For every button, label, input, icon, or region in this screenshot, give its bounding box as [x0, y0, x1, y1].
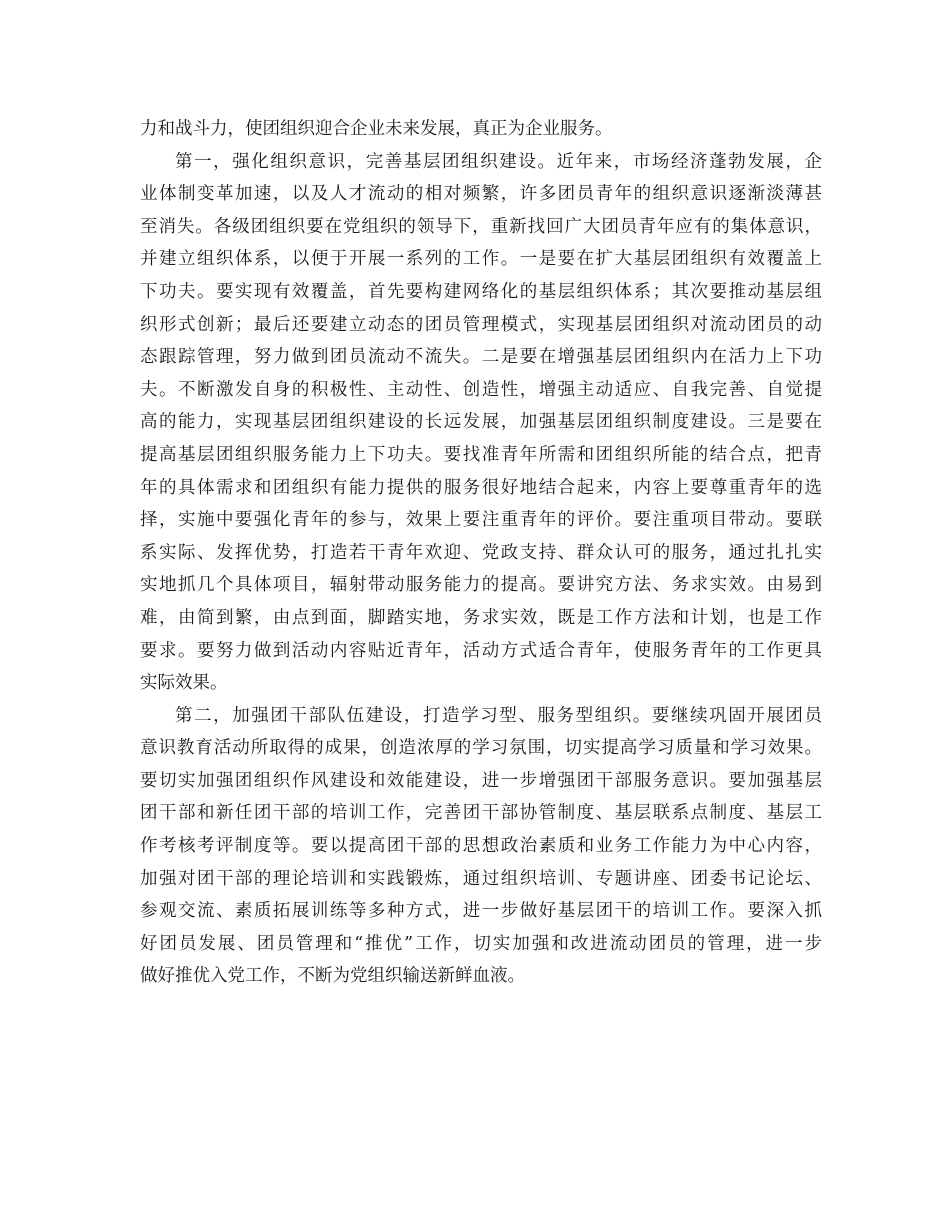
text-line: 高的能力，实现基层团组织建设的长远发展，加强基层团组织制度建设。三是要在	[140, 412, 822, 433]
text-line: 年的具体需求和团组织有能力提供的服务很好地结合起来，内容上要尊重青年的选	[140, 477, 822, 498]
text-line: 态跟踪管理，努力做到团员流动不流失。二是要在增强基层团组织内在活力上下功	[140, 347, 822, 368]
text-line: 力和战斗力，使团组织迎合企业未来发展，真正为企业服务。	[140, 119, 613, 139]
text-line: 夫。不断激发自身的积极性、主动性、创造性，增强主动适应、自我完善、自觉提	[140, 379, 822, 400]
text-line: 下功夫。要实现有效覆盖，首先要构建网络化的基层组织体系；其次要推动基层组	[140, 281, 822, 302]
text-line: 并建立组织体系，以便于开展一系列的工作。一是要在扩大基层团组织有效覆盖上	[140, 249, 822, 270]
text-line: 参观交流、素质拓展训练等多种方式，进一步做好基层团干的培训工作。要深入抓	[140, 901, 822, 922]
text-line: 难，由简到繁，由点到面，脚踏实地，务求实效，既是工作方法和计划，也是工作	[140, 607, 822, 628]
text-line: 好团员发展、团员管理和“推优”工作，切实加强和改进流动团员的管理，进一步	[140, 933, 822, 954]
text-line: 做好推优入党工作，不断为党组织输送新鲜血液。	[140, 966, 525, 987]
paragraph-first-line: 第一，强化组织意识，完善基层团组织建设。近年来，市场经济蓬勃发展，企	[175, 151, 822, 172]
text-line: 系实际、发挥优势，打造若干青年欢迎、党政支持、群众认可的服务，通过扎扎实	[140, 542, 822, 563]
text-line: 至消失。各级团组织要在党组织的领导下，重新找回广大团员青年应有的集体意识，	[140, 216, 822, 237]
text-line: 业体制变革加速，以及人才流动的相对频繁，许多团员青年的组织意识逐渐淡薄甚	[140, 184, 822, 205]
text-line: 团干部和新任团干部的培训工作，完善团干部协管制度、基层联系点制度、基层工	[140, 803, 822, 824]
paragraph-first-line: 第二，加强团干部队伍建设，打造学习型、服务型组织。要继续巩固开展团员	[175, 705, 822, 726]
text-line: 作考核考评制度等。要以提高团干部的思想政治素质和业务工作能力为中心内容，	[140, 836, 822, 857]
document-body	[140, 113, 822, 993]
text-line: 实地抓几个具体项目，辐射带动服务能力的提高。要讲究方法、务求实效。由易到	[140, 575, 822, 596]
text-line: 要求。要努力做到活动内容贴近青年，活动方式适合青年，使服务青年的工作更具	[140, 640, 822, 661]
text-line: 织形式创新；最后还要建立动态的团员管理模式，实现基层团组织对流动团员的动	[140, 314, 822, 335]
text-line: 实际效果。	[140, 673, 228, 694]
text-line: 提高基层团组织服务能力上下功夫。要找准青年所需和团组织所能的结合点，把青	[140, 444, 822, 465]
text-line: 意识教育活动所取得的成果，创造浓厚的学习氛围，切实提高学习质量和学习效果。	[140, 738, 822, 759]
text-line: 加强对团干部的理论培训和实践锻炼，通过组织培训、专题讲座、团委书记论坛、	[140, 868, 822, 889]
text-line: 要切实加强团组织作风建设和效能建设，进一步增强团干部服务意识。要加强基层	[140, 770, 822, 791]
text-line: 择，实施中要强化青年的参与，效果上要注重青年的评价。要注重项目带动。要联	[140, 510, 822, 531]
